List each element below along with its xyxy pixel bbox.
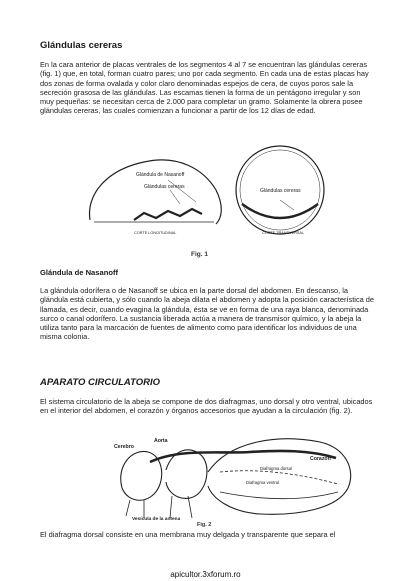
- label-glandula-nasanoff: Glándula de Nasanoff: [136, 172, 185, 178]
- longitudinal-section-drawing: [89, 160, 221, 224]
- paragraph-glandulas-cereras: En la cara anterior de placas ventrales de los segmentos 4 al 7 se encuentran las glándulas cereras (fig. 1) que, en total, forman cuatro pares; uno por cada segmento. En cada una de estas placas hay dos zonas de forma ovalada y color claro denominadas espejos de cera, de cuyos poros sale la secreción grasosa de las glándulas. Las escamas tienen la forma de un pentágono irregular y son muy pequeñas: se necesitan cerca de 2.000 para completar un gramo. Solamente la obrera posee glándulas cereras, las cuales comienzan a funcionar a partir de los 12 días de edad.: [40, 60, 369, 116]
- figure-2-illustration: [110, 430, 360, 525]
- section-title-glandula-nasanoff: Glándula de Nasanoff: [40, 268, 119, 277]
- label-aorta: Aorta: [154, 438, 168, 444]
- paragraph-glandula-nasanoff: La glándula odorífera o de Nasanoff se ubica en la parte dorsal del abdomen. En descanso, la glándula está cubierta, y sólo cuando la abeja dilata el abdomen y adopta la posición característica de llamada, es decir, cuando evagina la glándula, ésta se ve en forma de una raya blanca, denominada surco o canal odorífero. La sustancia liberada actúa a manera de transmisor químico, y la abeja la utiliza tanto para la marcación de fuentes de alimento como para identificar los individuos de una misma colonia.: [40, 286, 375, 342]
- label-diafragma-ventral: Diafragma ventral: [246, 480, 280, 485]
- paragraph-aparato-circulatorio: El sistema circulatorio de la abeja se compone de dos diafragmas, uno dorsal y otro ventral, ubicados en el interior del abdomen, el corazón y órganos accesorios que ayudan a la circulación (fig. 2).: [40, 397, 373, 416]
- label-vesicula-antena: Vesícula de la antena: [132, 517, 181, 522]
- label-glandulas-cereras-right: Glándulas cereras: [260, 188, 301, 194]
- bee-body-outline: [121, 439, 351, 518]
- label-diafragma-dorsal: Diafragma dorsal: [260, 466, 292, 471]
- paragraph-diafragma-dorsal: El diafragma dorsal consiste en una membrana muy delgada y transparente que separa el: [40, 530, 336, 539]
- section-title-aparato-circulatorio: APARATO CIRCULATORIO: [40, 377, 160, 388]
- label-corte-longitudinal: CORTE LONGITUDINAL: [134, 231, 177, 235]
- figure-2-caption: Fig. 2: [197, 522, 212, 528]
- label-corte-transversal: CORTE TRANSVERSAL: [262, 231, 305, 235]
- figure-1-caption: Fig. 1: [191, 251, 208, 258]
- label-cerebro: Cerebro: [114, 444, 134, 450]
- figure-1-illustration: [84, 140, 334, 240]
- label-glandulas-cereras-left: Glándulas cereras: [144, 184, 185, 190]
- section-title-glandulas-cereras: Glándulas cereras: [40, 40, 123, 51]
- label-corazon: Corazón: [310, 456, 331, 462]
- footer-site-name: apicultor.3xforum.ro: [170, 570, 241, 579]
